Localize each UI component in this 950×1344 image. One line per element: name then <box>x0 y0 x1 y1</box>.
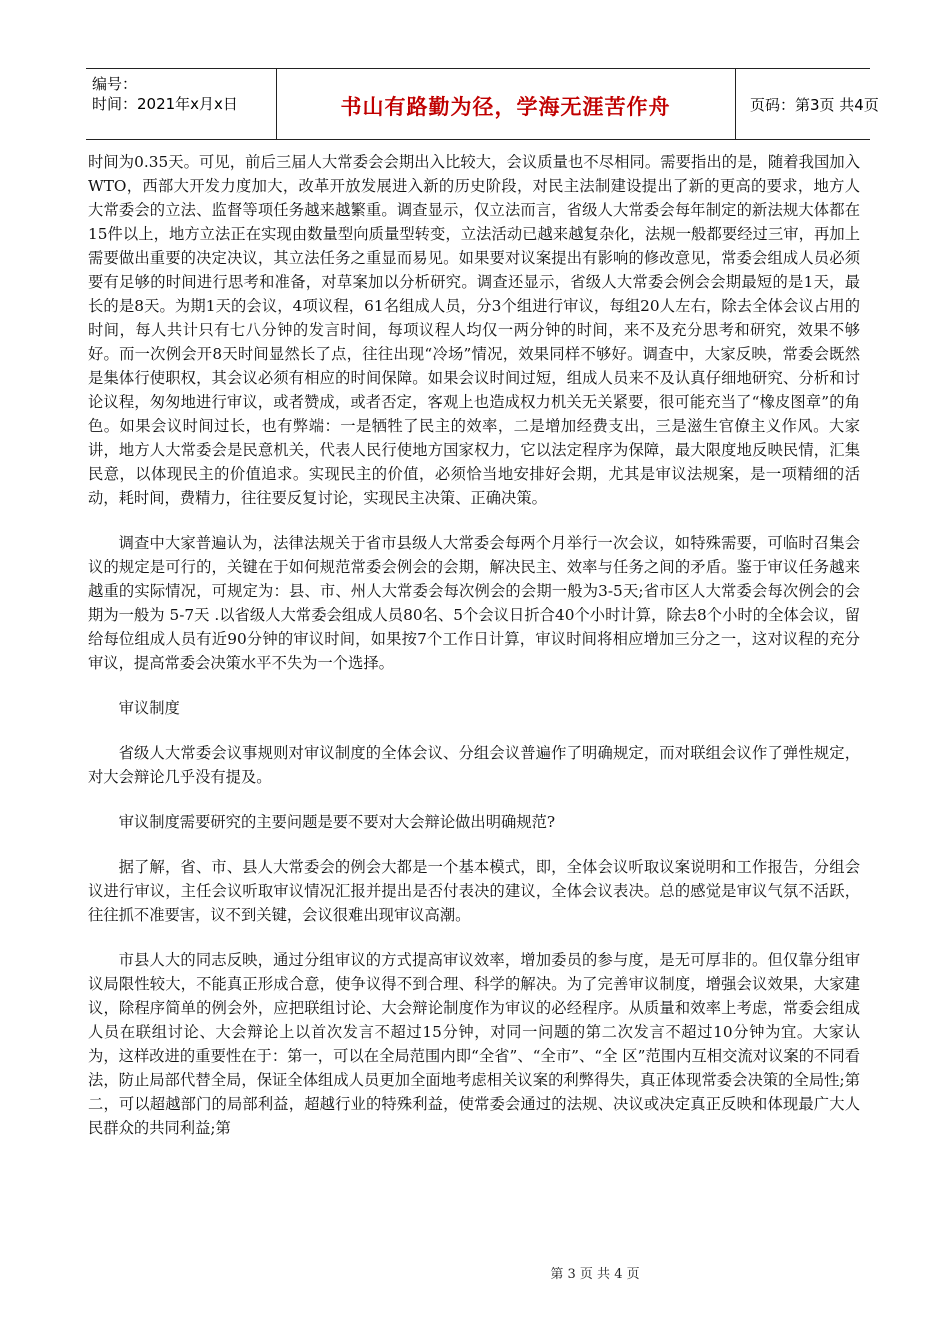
header-page-code: 页码：第3页 共4页 <box>750 96 879 114</box>
body-paragraph: 审议制度需要研究的主要问题是要不要对大会辩论做出明确规范? <box>118 813 556 831</box>
body-paragraph: 省级人大常委会议事规则对审议制度的全体会议、分组会议普遍作了明确规定，而对联组会议作了弹性规定，对大会辩论几乎没有提及。 <box>88 744 860 786</box>
document-date-label: 时间：2021年x月x日 <box>92 95 238 113</box>
body-paragraph: 调查中大家普遍认为，法律法规关于省市县级人大常委会每两个月举行一次会议，如特殊需要，可临时召集会议的规定是可行的，关键在于如何规范常委会例会的会期，解决民主、效率与任务之间的矛盾。鉴于审议任务越来越重的实际情况，可规定为：县、市、州人大常委会每次例会的会期一般为3-5天;省市区人大常委会每次例会的会期为一般为 5-7天 .以省级人大常委会组成人员80名、5个会议日折合40个小时计算，除去8个小时的全体会议，留给每位组成人员有近90分钟的审议时间，如果按7个工作日计算，审议时间将相应增加三分之一，这对议程的充分审议，提高常委会决策水平不失为一个选择。 <box>88 534 860 672</box>
body-paragraph: 据了解，省、市、县人大常委会的例会大都是一个基本模式，即，全体会议听取议案说明和工作报告，分组会议进行审议，主任会议听取审议情况汇报并提出是否付表决的建议，全体会议表决。总的感觉是审议气氛不活跃，往往抓不准要害，议不到关键，会议很难出现审议高潮。 <box>88 858 860 924</box>
header-page-cell <box>736 69 879 139</box>
page-footer: 第 3 页 共 4 页 <box>550 1267 640 1282</box>
header-meta-cell <box>86 69 277 139</box>
document-number-label: 编号： <box>92 75 138 93</box>
header-motto-cell <box>276 69 736 139</box>
document-body <box>88 150 860 1161</box>
body-paragraph: 时间为0.35天。可见，前后三届人大常委会会期出入比较大，会议质量也不尽相同。需要指出的是，随着我国加入WTO，西部大开发力度加大，改革开放发展进入新的历史阶段，对民主法制建设提出了新的更高的要求，地方人大常委会的立法、监督等项任务越来越繁重。调查显示，仅立法而言，省级人大常委会每年制定的新法规大体都在15件以上，地方立法正在实现由数量型向质量型转变，立法活动已越来越复杂化，法规一般都要经过三审，再加上需要做出重要的决定决议，其立法任务之重显而易见。如果要对议案提出有影响的修改意见，常委会组成人员必须要有足够的时间进行思考和准备，对草案加以分析研究。调查还显示，省级人大常委会例会会期最短的是1天，最长的是8天。为期1天的会议，4项议程，61名组成人员，分3个组进行审议，每组20人左右，除去全体会议占用的时间，每人共计只有七八分钟的发言时间，每项议程人均仅一两分钟的时间，来不及充分思考和研究，效果不够好。而一次例会开8天时间显然长了点，往往出现“冷场”情况，效果同样不够好。调查中，大家反映，常委会既然是集体行使职权，其会议必须有相应的时间保障。如果会议时间过短，组成人员来不及认真仔细地研究、分析和讨论议程，匆匆地进行审议，或者赞成，或者否定，客观上也造成权力机关无关紧要，很可能充当了“橡皮图章”的角色。如果会议时间过长，也有弊端：一是牺牲了民主的效率，二是增加经费支出，三是滋生官僚主义作风。大家讲，地方人大常委会是民意机关，代表人民行使地方国家权力，它以法定程序为保障，最大限度地反映民情，汇集民意，以体现民主的价值追求。实现民主的价值，必须恰当地安排好会期，尤其是审议法规案，是一项精细的活动，耗时间，费精力，往往要反复讨论，实现民主决策、正确决策。 <box>88 153 860 507</box>
header-motto: 书山有路勤为径，学海无涯苦作舟 <box>340 95 671 119</box>
body-paragraph: 市县人大的同志反映，通过分组审议的方式提高审议效率，增加委员的参与度，是无可厚非的。但仅靠分组审议局限性较大，不能真正形成合意，使争议得不到合理、科学的解决。为了完善审议制度，增强会议效果，大家建议，除程序简单的例会外，应把联组讨论、大会辩论制度作为审议的必经程序。从质量和效率上考虑，常委会组成人员在联组讨论、大会辩论上以首次发言不超过15分钟，对同一问题的第二次发言不超过10分钟为宜。大家认为，这样改进的重要性在于：第一，可以在全局范围内即“全省”、“全市”、“全 区”范围内互相交流对议案的不同看法，防止局部代替全局，保证全体组成人员更加全面地考虑相关议案的利弊得失，真正体现常委会决策的全局性;第二，可以超越部门的局部利益，超越行业的特殊利益，使常委会通过的法规、决议或决定真正反映和体现最广大人民群众的共同利益;第 <box>88 951 860 1137</box>
section-heading: 审议制度 <box>118 699 180 717</box>
page-header <box>86 68 879 140</box>
